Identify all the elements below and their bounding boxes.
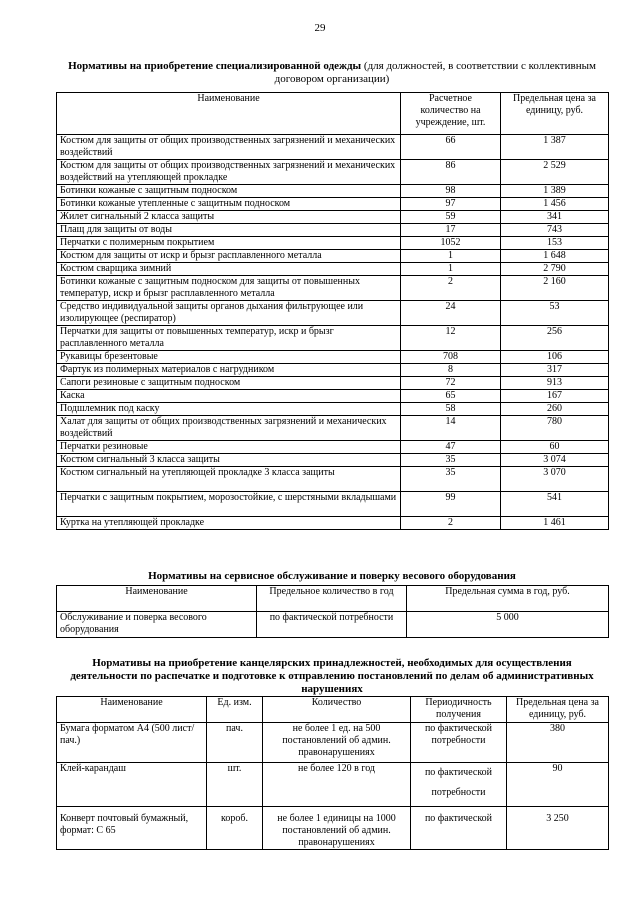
table1-cell-name: Плащ для защиты от воды — [57, 224, 401, 237]
table1-header-name: Наименование — [57, 93, 401, 135]
table2-cell-qty: по фактической потребности — [257, 612, 407, 638]
table1-cell-name: Жилет сигнальный 2 класса защиты — [57, 211, 401, 224]
table1-cell-name: Ботинки кожаные утепленные с защитным подноском — [57, 198, 401, 211]
table1-cell-name: Халат для защиты от общих производственных загрязнений и механических воздействий — [57, 416, 401, 441]
table-row — [57, 517, 609, 530]
table1-cell-price: 1 648 — [501, 250, 609, 263]
table1-cell-price: 2 160 — [501, 276, 609, 301]
table-row — [57, 364, 609, 377]
table3-cell-name: Конверт почтовый бумажный, формат: С 65 — [57, 807, 207, 850]
table1-cell-price: 913 — [501, 377, 609, 390]
table3-cell-name: Бумага форматом А4 (500 лист/пач.) — [57, 723, 207, 763]
table-row — [57, 301, 609, 326]
table3-cell-qty: не более 1 ед. на 500 постановлений об админ. правонарушениях — [263, 723, 411, 763]
table-row — [57, 326, 609, 351]
table1-cell-price: 1 387 — [501, 135, 609, 160]
table1-cell-price: 153 — [501, 237, 609, 250]
table1-cell-qty: 99 — [401, 492, 501, 517]
table2-cell-sum: 5 000 — [407, 612, 609, 638]
table1-cell-qty: 14 — [401, 416, 501, 441]
table1-cell-price: 780 — [501, 416, 609, 441]
table1-cell-qty: 35 — [401, 467, 501, 492]
table-row — [57, 224, 609, 237]
table-row — [57, 250, 609, 263]
table-row — [57, 185, 609, 198]
table1-cell-qty: 72 — [401, 377, 501, 390]
table1-cell-qty: 98 — [401, 185, 501, 198]
table3-cell-unit: шт. — [207, 763, 263, 807]
table-row — [57, 135, 609, 160]
table3-header-unit: Ед. изм. — [207, 697, 263, 723]
table1-cell-qty: 65 — [401, 390, 501, 403]
table3-cell-period: по фактической потребности — [411, 723, 507, 763]
table1-cell-qty: 66 — [401, 135, 501, 160]
table-row — [57, 612, 609, 638]
table1-cell-price: 1 389 — [501, 185, 609, 198]
table1-cell-qty: 59 — [401, 211, 501, 224]
section2-title — [56, 570, 608, 583]
table1-header-price: Предельная цена за единицу, руб. — [501, 93, 609, 135]
table1-body — [57, 135, 609, 530]
table-row — [57, 492, 609, 517]
table3-header-name: Наименование — [57, 697, 207, 723]
table-row — [57, 441, 609, 454]
table1-cell-qty: 2 — [401, 276, 501, 301]
section1-title — [56, 60, 608, 86]
table2-header-name: Наименование — [57, 586, 257, 612]
table3-header-period: Периодичность получения — [411, 697, 507, 723]
table2-cell-name: Обслуживание и поверка весового оборудования — [57, 612, 257, 638]
table-row — [57, 377, 609, 390]
table1-cell-name: Костюм для защиты от общих производственных загрязнений и механических воздействий — [57, 135, 401, 160]
section1-title-rest: (для должностей, в соответствии с коллективным договором организации) — [274, 60, 596, 85]
table-row — [57, 263, 609, 276]
table1-cell-price: 106 — [501, 351, 609, 364]
table1-cell-price: 2 529 — [501, 160, 609, 185]
table1-cell-qty: 1 — [401, 250, 501, 263]
table3-cell-price: 90 — [507, 763, 609, 807]
table3-cell-qty: не более 1 единицы на 1000 постановлений об админ. правонарушениях — [263, 807, 411, 850]
table1-cell-price: 60 — [501, 441, 609, 454]
table1-cell-qty: 708 — [401, 351, 501, 364]
table1-cell-name: Фартук из полимерных материалов с нагрудником — [57, 364, 401, 377]
table3-cell-name: Клей-карандаш — [57, 763, 207, 807]
table1-cell-price: 541 — [501, 492, 609, 517]
table1-cell-name: Ботинки кожаные с защитным подноском — [57, 185, 401, 198]
special-clothing-table — [56, 92, 609, 530]
table-row — [57, 454, 609, 467]
table1-cell-name: Костюм сигнальный 3 класса защиты — [57, 454, 401, 467]
table1-cell-price: 1 456 — [501, 198, 609, 211]
table1-cell-qty: 24 — [401, 301, 501, 326]
table1-cell-price: 3 070 — [501, 467, 609, 492]
table-row — [57, 467, 609, 492]
table1-cell-price: 2 790 — [501, 263, 609, 276]
table3-header-qty: Количество — [263, 697, 411, 723]
table1-cell-qty: 8 — [401, 364, 501, 377]
table1-cell-qty: 47 — [401, 441, 501, 454]
table1-cell-name: Костюм сигнальный на утепляющей прокладке 3 класса защиты — [57, 467, 401, 492]
table1-cell-name: Костюм для защиты от искр и брызг расплавленного металла — [57, 250, 401, 263]
table1-header-qty: Расчетное количество на учреждение, шт. — [401, 93, 501, 135]
table1-cell-name: Куртка на утепляющей прокладке — [57, 517, 401, 530]
table1-cell-qty: 12 — [401, 326, 501, 351]
table1-cell-price: 3 074 — [501, 454, 609, 467]
table1-cell-qty: 35 — [401, 454, 501, 467]
table1-cell-name: Рукавицы брезентовые — [57, 351, 401, 364]
table-row — [57, 198, 609, 211]
table1-cell-qty: 1 — [401, 263, 501, 276]
table1-cell-qty: 97 — [401, 198, 501, 211]
table3-cell-period: по фактической потребности — [411, 763, 507, 807]
table3-cell-unit: пач. — [207, 723, 263, 763]
table-row — [57, 211, 609, 224]
table-row — [57, 237, 609, 250]
table1-cell-name: Костюм сварщика зимний — [57, 263, 401, 276]
table-row — [57, 351, 609, 364]
page-number: 29 — [314, 22, 326, 34]
table1-cell-qty: 2 — [401, 517, 501, 530]
table1-cell-name: Каска — [57, 390, 401, 403]
table1-cell-price: 167 — [501, 390, 609, 403]
table-row — [57, 390, 609, 403]
table-row — [57, 416, 609, 441]
table1-cell-qty: 1052 — [401, 237, 501, 250]
table3-cell-price: 380 — [507, 723, 609, 763]
table1-cell-name: Средство индивидуальной защиты органов дыхания фильтрующее или изолирующее (респиратор) — [57, 301, 401, 326]
table1-cell-price: 341 — [501, 211, 609, 224]
stationery-table — [56, 696, 609, 850]
table-row — [57, 276, 609, 301]
table1-cell-name: Перчатки с защитным покрытием, морозостойкие, с шерстяными вкладышами — [57, 492, 401, 517]
section3-title-text: Нормативы на приобретение канцелярских принадлежностей, необходимых для осуществления деятельности по распечатке и подготовке к отправлению постановлений по делам об административных нарушениях — [70, 657, 594, 695]
table1-cell-name: Перчатки с полимерным покрытием — [57, 237, 401, 250]
table1-cell-price: 260 — [501, 403, 609, 416]
table3-cell-period: по фактической — [411, 807, 507, 850]
table3-cell-qty: не более 120 в год — [263, 763, 411, 807]
table-row — [57, 807, 609, 850]
table1-cell-name: Сапоги резиновые с защитным подноском — [57, 377, 401, 390]
table-row — [57, 723, 609, 763]
table1-cell-name: Подшлемник под каску — [57, 403, 401, 416]
table1-cell-price: 743 — [501, 224, 609, 237]
section2-title-text: Нормативы на сервисное обслуживание и поверку весового оборудования — [148, 570, 516, 582]
table1-cell-qty: 58 — [401, 403, 501, 416]
table1-cell-name: Костюм для защиты от общих производственных загрязнений и механических воздействий на утепляющей прокладке — [57, 160, 401, 185]
table1-cell-name: Перчатки резиновые — [57, 441, 401, 454]
table-row — [57, 763, 609, 807]
table1-cell-price: 53 — [501, 301, 609, 326]
table2-header-sum: Предельная сумма в год, руб. — [407, 586, 609, 612]
table-row — [57, 160, 609, 185]
table-row — [57, 403, 609, 416]
table1-cell-price: 317 — [501, 364, 609, 377]
weighing-service-table — [56, 585, 609, 638]
table3-header-price: Предельная цена за единицу, руб. — [507, 697, 609, 723]
table2-header-qty: Предельное количество в год — [257, 586, 407, 612]
table3-cell-unit: короб. — [207, 807, 263, 850]
table1-cell-name: Перчатки для защиты от повышенных температур, искр и брызг расплавленного металла — [57, 326, 401, 351]
section1-title-bold: Нормативы на приобретение специализированной одежды — [68, 60, 362, 72]
table1-cell-price: 256 — [501, 326, 609, 351]
table3-cell-price: 3 250 — [507, 807, 609, 850]
table1-cell-qty: 86 — [401, 160, 501, 185]
table1-cell-price: 1 461 — [501, 517, 609, 530]
table1-cell-qty: 17 — [401, 224, 501, 237]
section3-title — [70, 657, 594, 696]
table1-cell-name: Ботинки кожаные с защитным подноском для защиты от повышенных температур, искр и брызг расплавленного металла — [57, 276, 401, 301]
